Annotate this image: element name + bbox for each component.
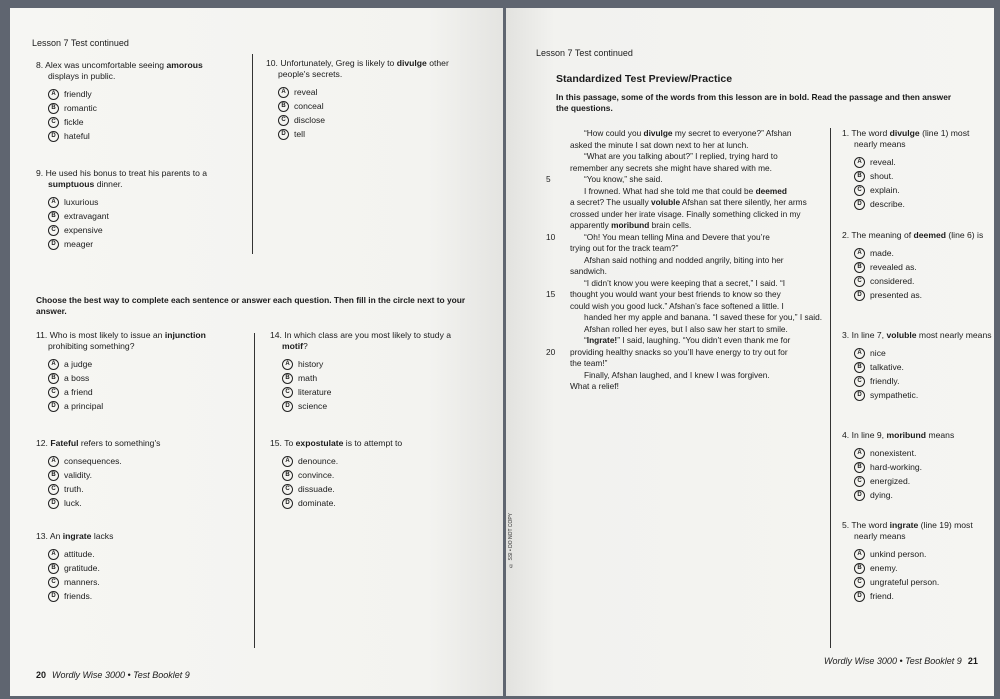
answer-options (842, 155, 992, 211)
answer-text: science (298, 401, 328, 411)
answer-option[interactable] (854, 169, 992, 183)
answer-text: disclose (294, 115, 326, 125)
passage-line: thought you would want your best friends to know so they (570, 289, 781, 299)
answer-option[interactable] (282, 385, 475, 399)
booklet-title: Wordly Wise 3000 • Test Booklet 9 (824, 656, 962, 666)
stem-text: is to attempt to (343, 438, 403, 448)
answer-bubble-a[interactable]: A (854, 348, 865, 359)
stem-text: The word (851, 520, 890, 530)
answer-text: a boss (64, 373, 90, 383)
passage-divider (830, 128, 831, 648)
vocab-word: ingrate (62, 531, 92, 541)
answer-text: ungrateful person. (870, 577, 940, 587)
stem-text: To (284, 438, 296, 448)
answer-option[interactable] (282, 454, 475, 468)
answer-bubble-b[interactable]: B (854, 462, 865, 473)
answer-text: explain. (870, 185, 900, 195)
answer-bubble-d[interactable]: D (282, 498, 293, 509)
left-header: Lesson 7 Test continued (32, 38, 129, 48)
answer-bubble-a[interactable]: A (48, 456, 59, 467)
stem-text: He used his bonus to treat his parents to a (45, 168, 208, 178)
stem-text: other people's secrets. (278, 58, 449, 79)
answer-bubble-b[interactable]: B (48, 563, 59, 574)
question-stem (36, 330, 236, 352)
stem-text: Alex was uncomfortable seeing (45, 60, 167, 70)
answer-option[interactable] (48, 482, 236, 496)
question-stem (36, 531, 236, 542)
question-number: 11. (36, 330, 50, 340)
answer-bubble-b[interactable]: B (282, 373, 293, 384)
question-stem (842, 520, 992, 542)
answer-text: conceal (294, 101, 324, 111)
answer-text: a principal (64, 401, 104, 411)
answer-text: fickle (64, 117, 84, 127)
stem-text: Who is most likely to issue an (49, 330, 165, 340)
answer-text: describe. (870, 199, 905, 209)
answer-text: luck. (64, 498, 82, 508)
answer-bubble-c[interactable]: C (854, 376, 865, 387)
answer-text: shout. (870, 171, 894, 181)
answer-bubble-d[interactable]: D (854, 290, 865, 301)
answer-text: dominate. (298, 498, 336, 508)
left-page (10, 8, 503, 696)
right-footer (824, 656, 978, 666)
answer-text: tell (294, 129, 305, 139)
answer-text: literature (298, 387, 332, 397)
passage-line: the team!” (570, 358, 608, 368)
answer-option[interactable] (854, 246, 992, 260)
passage-line: What a relief! (570, 381, 619, 391)
vocab-word: divulge (889, 128, 920, 138)
answer-bubble-c[interactable]: C (854, 276, 865, 287)
passage-line: Finally, Afshan laughed, and I knew I was forgiven. (584, 369, 770, 380)
answer-bubble-d[interactable]: D (854, 199, 865, 210)
answer-option[interactable] (854, 197, 992, 211)
stem-text: An (49, 531, 63, 541)
answer-text: gratitude. (64, 563, 100, 573)
answer-option[interactable] (48, 357, 236, 371)
question-stem (36, 60, 226, 82)
answer-bubble-c[interactable]: C (48, 117, 59, 128)
passage-line: remember any secrets she might have shared with me. (570, 162, 772, 173)
question-number: 15. (270, 438, 285, 448)
answer-bubble-d[interactable]: D (854, 490, 865, 501)
vocab-word: injunction (164, 330, 206, 340)
line-number: 5 (546, 174, 551, 184)
question-number: 3. (842, 330, 852, 340)
answer-bubble-a[interactable]: A (854, 549, 865, 560)
answer-bubble-b[interactable]: B (854, 362, 865, 373)
answer-option[interactable] (854, 274, 992, 288)
question-number: 8. (36, 60, 46, 70)
answer-option[interactable] (278, 127, 471, 141)
passage-instructions: In this passage, some of the words from this lesson are in bold. Read the passage and then answer the questions. (556, 92, 952, 113)
passage-question-3 (842, 330, 992, 402)
answer-option[interactable] (278, 85, 471, 99)
answer-bubble-d[interactable]: D (854, 591, 865, 602)
answer-text: friends. (64, 591, 93, 601)
answer-option[interactable] (278, 99, 471, 113)
answer-text: history (298, 359, 324, 369)
question-15 (270, 438, 475, 510)
answer-options (266, 85, 471, 141)
passage-line: I frowned. What had she told me that could be deemed (584, 185, 787, 196)
page-number: 21 (967, 656, 978, 666)
answer-options (36, 357, 236, 413)
question-number: 2. (842, 230, 852, 240)
answer-text: nice (870, 348, 886, 358)
answer-text: expensive (64, 225, 103, 235)
instructions: Choose the best way to complete each sentence or answer each question. Then fill in the circle next to your answer. (36, 295, 466, 316)
answer-option[interactable] (48, 589, 236, 603)
question-stem (842, 430, 992, 441)
passage-line: asked the minute I sat down next to her at lunch. (570, 139, 749, 150)
answer-text: attitude. (64, 549, 95, 559)
answer-option[interactable] (854, 589, 992, 603)
vocab-word: ingrate (889, 520, 919, 530)
answer-option[interactable] (854, 474, 992, 488)
answer-options (270, 454, 475, 510)
answer-text: romantic (64, 103, 97, 113)
answer-text: manners. (64, 577, 100, 587)
answer-bubble-d[interactable]: D (48, 239, 59, 250)
question-stem (270, 438, 475, 449)
question-12 (36, 438, 236, 510)
answer-option[interactable] (48, 468, 236, 482)
vocab-word: expostulate (295, 438, 344, 448)
answer-text: hateful (64, 131, 90, 141)
passage-line: providing healthy snacks so you’ll have energy to try out for (570, 346, 788, 357)
answer-option[interactable] (282, 357, 475, 371)
answer-bubble-d[interactable]: D (282, 401, 293, 412)
page-number: 20 (36, 670, 47, 680)
answer-text: extravagant (64, 211, 109, 221)
answer-option[interactable] (854, 155, 992, 169)
answer-options (842, 346, 992, 402)
answer-text: a friend (64, 387, 93, 397)
question-8 (36, 60, 226, 143)
line-number: 10 (546, 231, 556, 242)
answer-bubble-a[interactable]: A (48, 549, 59, 560)
answer-option[interactable] (854, 374, 992, 388)
passage-line: handed her my apple and banana. “I saved these for you,” I said. (584, 312, 822, 322)
answer-text: presented as. (870, 290, 923, 300)
question-stem (842, 330, 992, 341)
question-number: 5. (842, 520, 852, 530)
answer-bubble-b[interactable]: B (278, 101, 289, 112)
answer-option[interactable] (854, 260, 992, 274)
stem-text: refers to something's (78, 438, 161, 448)
vocab-word: sumptuous (48, 179, 95, 189)
passage-line: sandwich. (570, 266, 607, 276)
answer-option[interactable] (854, 547, 992, 561)
answer-bubble-a[interactable]: A (48, 359, 59, 370)
answer-option[interactable] (48, 385, 236, 399)
answer-option[interactable] (48, 87, 226, 101)
answer-bubble-b[interactable]: B (282, 470, 293, 481)
answer-bubble-a[interactable]: A (282, 359, 293, 370)
answer-option[interactable] (48, 195, 226, 209)
answer-bubble-c[interactable]: C (48, 387, 59, 398)
stem-text: (line 19) most nearly means (854, 520, 973, 541)
answer-bubble-a[interactable]: A (48, 197, 59, 208)
question-stem (842, 128, 992, 150)
answer-bubble-a[interactable]: A (854, 448, 865, 459)
answer-option[interactable] (854, 561, 992, 575)
stem-text: displays in public. (48, 71, 116, 81)
answer-option[interactable] (48, 101, 226, 115)
vocab-word: divulge (396, 58, 427, 68)
answer-option[interactable] (854, 360, 992, 374)
answer-text: validity. (64, 470, 93, 480)
answer-bubble-b[interactable]: B (854, 563, 865, 574)
line-number: 20 (546, 346, 556, 357)
answer-option[interactable] (854, 488, 992, 502)
question-10 (266, 58, 471, 141)
answer-option[interactable] (278, 113, 471, 127)
stem-text: In line 7, (851, 330, 887, 340)
question-stem (842, 230, 992, 241)
answer-options (36, 454, 236, 510)
answer-option[interactable] (48, 129, 226, 143)
answer-text: unkind person. (870, 549, 927, 559)
answer-bubble-c[interactable]: C (282, 484, 293, 495)
answer-option[interactable] (282, 371, 475, 385)
stem-text: In which class are you most likely to study a (284, 330, 452, 340)
answer-bubble-c[interactable]: C (282, 387, 293, 398)
question-14 (270, 330, 475, 413)
answer-option[interactable] (48, 223, 226, 237)
question-number: 10. (266, 58, 281, 68)
answer-option[interactable] (48, 399, 236, 413)
answer-text: friend. (870, 591, 894, 601)
passage-line: “How could you divulge my secret to everyone?” Afshan (584, 128, 792, 138)
stem-text: The word (851, 128, 890, 138)
answer-options (842, 446, 992, 502)
question-stem (36, 438, 236, 449)
answer-bubble-b[interactable]: B (854, 262, 865, 273)
answer-options (36, 195, 226, 251)
passage-question-2 (842, 230, 992, 302)
answer-text: sympathetic. (870, 390, 919, 400)
question-11 (36, 330, 236, 413)
answer-option[interactable] (854, 346, 992, 360)
answer-option[interactable] (282, 482, 475, 496)
stem-text: most nearly means (916, 330, 992, 340)
answer-option[interactable] (282, 468, 475, 482)
passage-question-5 (842, 520, 992, 603)
answer-text: enemy. (870, 563, 898, 573)
right-header: Lesson 7 Test continued (536, 48, 633, 58)
answer-text: hard-working. (870, 462, 923, 472)
answer-text: friendly (64, 89, 92, 99)
answer-text: dissuade. (298, 484, 335, 494)
answer-text: meager (64, 239, 94, 249)
stem-text: dinner. (94, 179, 123, 189)
right-page (506, 8, 994, 696)
answer-option[interactable] (48, 237, 226, 251)
answer-text: consequences. (64, 456, 122, 466)
answer-option[interactable] (282, 399, 475, 413)
section-title: Standardized Test Preview/Practice (556, 73, 733, 85)
vocab-word: moribund (886, 430, 927, 440)
vocab-word: deemed (913, 230, 946, 240)
stem-text: prohibiting something? (48, 341, 135, 351)
question-9 (36, 168, 226, 251)
answer-bubble-d[interactable]: D (48, 131, 59, 142)
passage-line: could wish you good luck.” Afshan’s face softened a little. I (570, 300, 784, 311)
booklet-title: Wordly Wise 3000 • Test Booklet 9 (52, 670, 190, 680)
passage-line: “What are you talking about?” I replied, trying hard to (584, 151, 778, 161)
left-footer (36, 670, 190, 680)
answer-text: luxurious (64, 197, 99, 207)
answer-option[interactable] (854, 388, 992, 402)
answer-option[interactable] (48, 209, 226, 223)
answer-text: nonexistent. (870, 448, 917, 458)
answer-option[interactable] (48, 454, 236, 468)
passage-line: crossed under her irate visage. Finally something clicked in my (570, 208, 801, 219)
answer-bubble-a[interactable]: A (854, 157, 865, 168)
answer-text: convince. (298, 470, 335, 480)
column-divider (254, 333, 255, 648)
passage-question-1 (842, 128, 992, 211)
answer-option[interactable] (282, 496, 475, 510)
question-stem (36, 168, 226, 190)
answer-bubble-c[interactable]: C (854, 577, 865, 588)
answer-options (36, 87, 226, 143)
vocab-word: Fateful (50, 438, 79, 448)
passage-line: a secret? The usually voluble Afshan sat there silently, her arms (570, 197, 807, 207)
answer-option[interactable] (48, 575, 236, 589)
answer-bubble-b[interactable]: B (48, 103, 59, 114)
answer-bubble-c[interactable]: C (48, 225, 59, 236)
answer-text: a judge (64, 359, 93, 369)
answer-bubble-a[interactable]: A (854, 248, 865, 259)
passage (570, 128, 830, 393)
question-stem (266, 58, 471, 80)
answer-text: talkative. (870, 362, 904, 372)
passage-question-4 (842, 430, 992, 502)
answer-bubble-a[interactable]: A (282, 456, 293, 467)
passage-line: apparently moribund brain cells. (570, 220, 692, 230)
answer-option[interactable] (854, 460, 992, 474)
answer-options (842, 246, 992, 302)
answer-bubble-d[interactable]: D (278, 129, 289, 140)
answer-option[interactable] (854, 446, 992, 460)
question-number: 4. (842, 430, 852, 440)
answer-option[interactable] (854, 288, 992, 302)
question-number: 9. (36, 168, 46, 178)
answer-text: truth. (64, 484, 84, 494)
answer-text: denounce. (298, 456, 339, 466)
vocab-word: voluble (886, 330, 917, 340)
copyright-side-text: © SSI • DO NOT COPY (508, 513, 514, 568)
answer-option[interactable] (48, 371, 236, 385)
answer-option[interactable] (854, 183, 992, 197)
vocab-word: motif (282, 341, 304, 351)
vocab-word: amorous (166, 60, 203, 70)
answer-text: reveal. (870, 157, 896, 167)
stem-text: In line 9, (851, 430, 887, 440)
question-number: 14. (270, 330, 285, 340)
answer-options (270, 357, 475, 413)
answer-bubble-a[interactable]: A (278, 87, 289, 98)
answer-options (842, 547, 992, 603)
line-number: 15 (546, 289, 556, 299)
answer-bubble-c[interactable]: C (854, 185, 865, 196)
passage-line: trying out for the track team?” (570, 243, 679, 253)
answer-bubble-d[interactable]: D (48, 401, 59, 412)
stem-text: Unfortunately, Greg is likely to (280, 58, 397, 68)
stem-text: lacks (91, 531, 114, 541)
answer-bubble-a[interactable]: A (48, 89, 59, 100)
answer-bubble-c[interactable]: C (48, 577, 59, 588)
passage-line: “Oh! You mean telling Mina and Devere that you’re (584, 231, 770, 242)
answer-text: energized. (870, 476, 911, 486)
passage-line: “You know,” she said. (584, 174, 663, 184)
stem-text: means (926, 430, 955, 440)
answer-bubble-c[interactable]: C (48, 484, 59, 495)
answer-text: dying. (870, 490, 893, 500)
question-number: 13. (36, 531, 50, 541)
answer-text: made. (870, 248, 894, 258)
answer-text: math (298, 373, 318, 383)
answer-option[interactable] (48, 496, 236, 510)
answer-option[interactable] (48, 547, 236, 561)
passage-line: Afshan rolled her eyes, but I also saw her start to smile. (584, 323, 788, 334)
answer-text: friendly. (870, 376, 900, 386)
answer-bubble-d[interactable]: D (854, 390, 865, 401)
passage-line: Afshan said nothing and nodded angrily, biting into her (584, 254, 784, 265)
answer-bubble-d[interactable]: D (48, 591, 59, 602)
passage-line: “Ingrate!” I said, laughing. “You didn’t even thank me for (584, 335, 791, 345)
answer-bubble-b[interactable]: B (48, 373, 59, 384)
stem-text: ? (303, 341, 308, 351)
question-number: 1. (842, 128, 852, 138)
answer-option[interactable] (854, 575, 992, 589)
column-divider (252, 54, 253, 254)
stem-text: (line 6) is (946, 230, 984, 240)
answer-bubble-d[interactable]: D (48, 498, 59, 509)
answer-bubble-b[interactable]: B (854, 171, 865, 182)
stem-text: (line 1) most nearly means (854, 128, 970, 149)
passage-line: “I didn’t know you were keeping that a secret,” I said. “I (584, 277, 786, 288)
question-13 (36, 531, 236, 603)
question-number: 12. (36, 438, 51, 448)
answer-text: revealed as. (870, 262, 917, 272)
stem-text: The meaning of (851, 230, 914, 240)
answer-options (36, 547, 236, 603)
answer-text: considered. (870, 276, 915, 286)
answer-option[interactable] (48, 115, 226, 129)
answer-bubble-b[interactable]: B (48, 470, 59, 481)
question-stem (270, 330, 475, 352)
answer-bubble-c[interactable]: C (278, 115, 289, 126)
answer-text: reveal (294, 87, 318, 97)
answer-bubble-c[interactable]: C (854, 476, 865, 487)
answer-option[interactable] (48, 561, 236, 575)
answer-bubble-b[interactable]: B (48, 211, 59, 222)
